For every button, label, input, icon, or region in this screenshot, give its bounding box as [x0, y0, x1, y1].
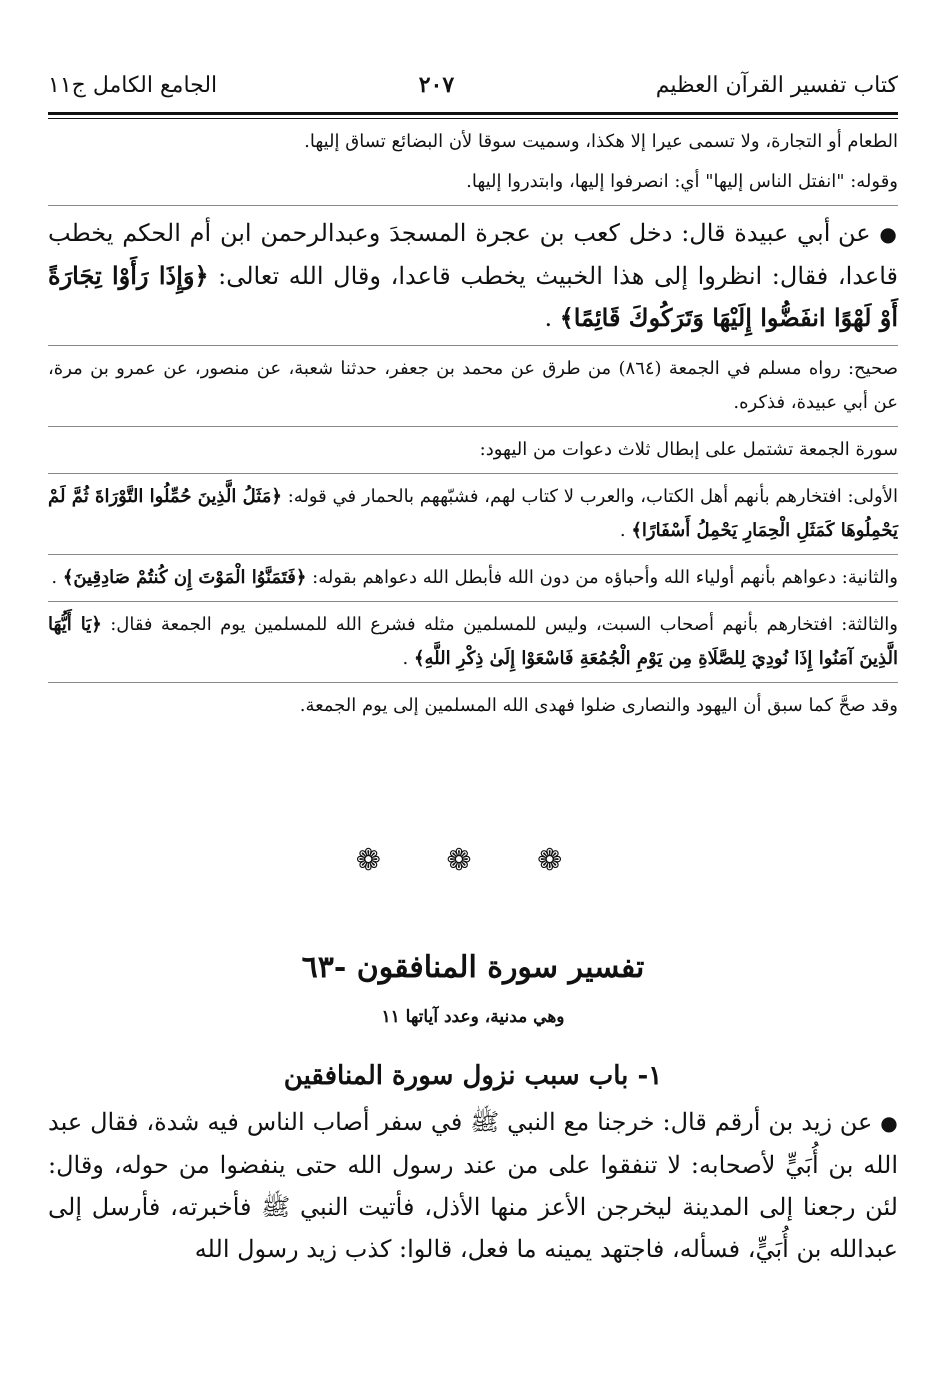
quran-verse: ﴿مَثَلُ الَّذِينَ حُمِّلُوا التَّوْرَاةَ ثُمَّ لَمْ يَحْمِلُوهَا كَمَثَلِ الْحِمَارِ يَحْمِلُ أَسْفَارًا﴾ [48, 486, 898, 541]
separator [48, 345, 898, 346]
chapter-title: ١- باب سبب نزول سورة المنافقين [283, 1061, 663, 1091]
quran-verse: ﴿يَا أَيُّهَا الَّذِينَ آمَنُوا إِذَا نُودِيَ لِلصَّلَاةِ مِن يَوْمِ الْجُمُعَةِ فَاسْعَوْا إِلَىٰ ذِكْرِ اللَّهِ﴾ [48, 614, 898, 669]
quran-verse: ﴿فَتَمَنَّوُا الْمَوْتَ إِن كُنتُمْ صَادِقِينَ﴾ [62, 567, 307, 588]
header-book-title: كتاب تفسير القرآن العظيم [655, 72, 898, 98]
hadith-paragraph [48, 212, 898, 339]
hadith-end: . [544, 304, 553, 332]
header-rule-thin [48, 118, 898, 119]
third-claim-text: والثالثة: افتخارهم بأنهم أصحاب السبت، وليس للمسلمين مثله فشرع الله للمسلمين يوم الجمعة فقال: [110, 614, 898, 635]
final-hadith-text: عن زيد بن أرقم قال: خرجنا مع النبي ﷺ في سفر أصاب الناس فيه شدة، فقال عبد الله بن أُبَيٍّ لأصحابه: لا تنفقوا على من عند رسول الله حتى ينفضوا من حوله، وقال: لئن رجعنا إلى المدينة ليخرجن الأعز منها الأذل، فأتيت النبي ﷺ فأخبرته، فأرسل إلى عبدالله بن أُبَيٍّ، فسأله، فاجتهد يمينه ما فعل، قالوا: كذب زيد رسول الله [48, 1108, 898, 1263]
page-number: ٢٠٧ [418, 72, 455, 98]
second-claim-end: . [51, 567, 58, 588]
header-rule-thick [48, 112, 898, 115]
first-claim-end: . [619, 520, 626, 541]
separator [48, 473, 898, 474]
paragraph-conclusion: وقد صحَّ كما سبق أن اليهود والنصارى ضلوا فهدى الله المسلمين إلى يوم الجمعة. [299, 695, 898, 716]
ornament-divider-icon: ❁ ❁ ❁ [355, 843, 591, 878]
separator [48, 601, 898, 602]
separator [48, 682, 898, 683]
page [48, 60, 898, 1270]
third-claim-end: . [402, 648, 409, 669]
page-header [48, 60, 898, 110]
quran-verse: ﴿وَإِذَا رَأَوْا تِجَارَةً أَوْ لَهْوًا انفَضُّوا إِلَيْهَا وَتَرَكُوكَ قَائِمًا﴾ [48, 261, 898, 332]
final-hadith-paragraph [48, 1101, 898, 1270]
separator [48, 554, 898, 555]
bullet-icon: ● [880, 1111, 898, 1135]
second-claim-text: والثانية: دعواهم بأنهم أولياء الله وأحباؤه من دون الله فأبطل الله دعواهم بقوله: [312, 567, 898, 588]
paragraph-intro: سورة الجمعة تشتمل على إبطال ثلاث دعوات من اليهود: [479, 439, 898, 460]
hadith-text: عن أبي عبيدة قال: دخل كعب بن عجرة المسجدَ وعبدالرحمن ابن أم الحكم يخطب قاعدا، فقال: انظروا إلى هذا الخبيث يخطب قاعدا، وقال الله تعالى: [48, 219, 898, 290]
bullet-icon: ● [879, 222, 898, 246]
paragraph-third-claim [48, 608, 898, 676]
surah-subtitle: وهي مدنية، وعدد آياتها ١١ [381, 1007, 565, 1027]
header-volume-title: الجامع الكامل ج١١ [48, 72, 218, 98]
surah-title: تفسير سورة المنافقون -٦٣ [301, 950, 645, 985]
first-claim-text: الأولى: افتخارهم بأنهم أهل الكتاب، والعرب لا كتاب لهم، فشبّههم بالحمار في قوله: [287, 486, 898, 507]
paragraph-takhrij: صحيح: رواه مسلم في الجمعة (٨٦٤) من طرق عن محمد بن جعفر، حدثنا شعبة، عن منصور، عن عمرو بن مرة، عن أبي عبيدة، فذكره. [48, 358, 898, 413]
paragraph-first-claim [48, 480, 898, 548]
paragraph-1: الطعام أو التجارة، ولا تسمى عيرا إلا هكذا، وسميت سوقا لأن البضائع تساق إليها. [304, 131, 898, 152]
paragraph-second-claim [48, 561, 898, 595]
separator [48, 426, 898, 427]
separator [48, 205, 898, 206]
paragraph-2: وقوله: "انفتل الناس إليها" أي: انصرفوا إليها، وابتدروا إليها. [466, 171, 898, 192]
